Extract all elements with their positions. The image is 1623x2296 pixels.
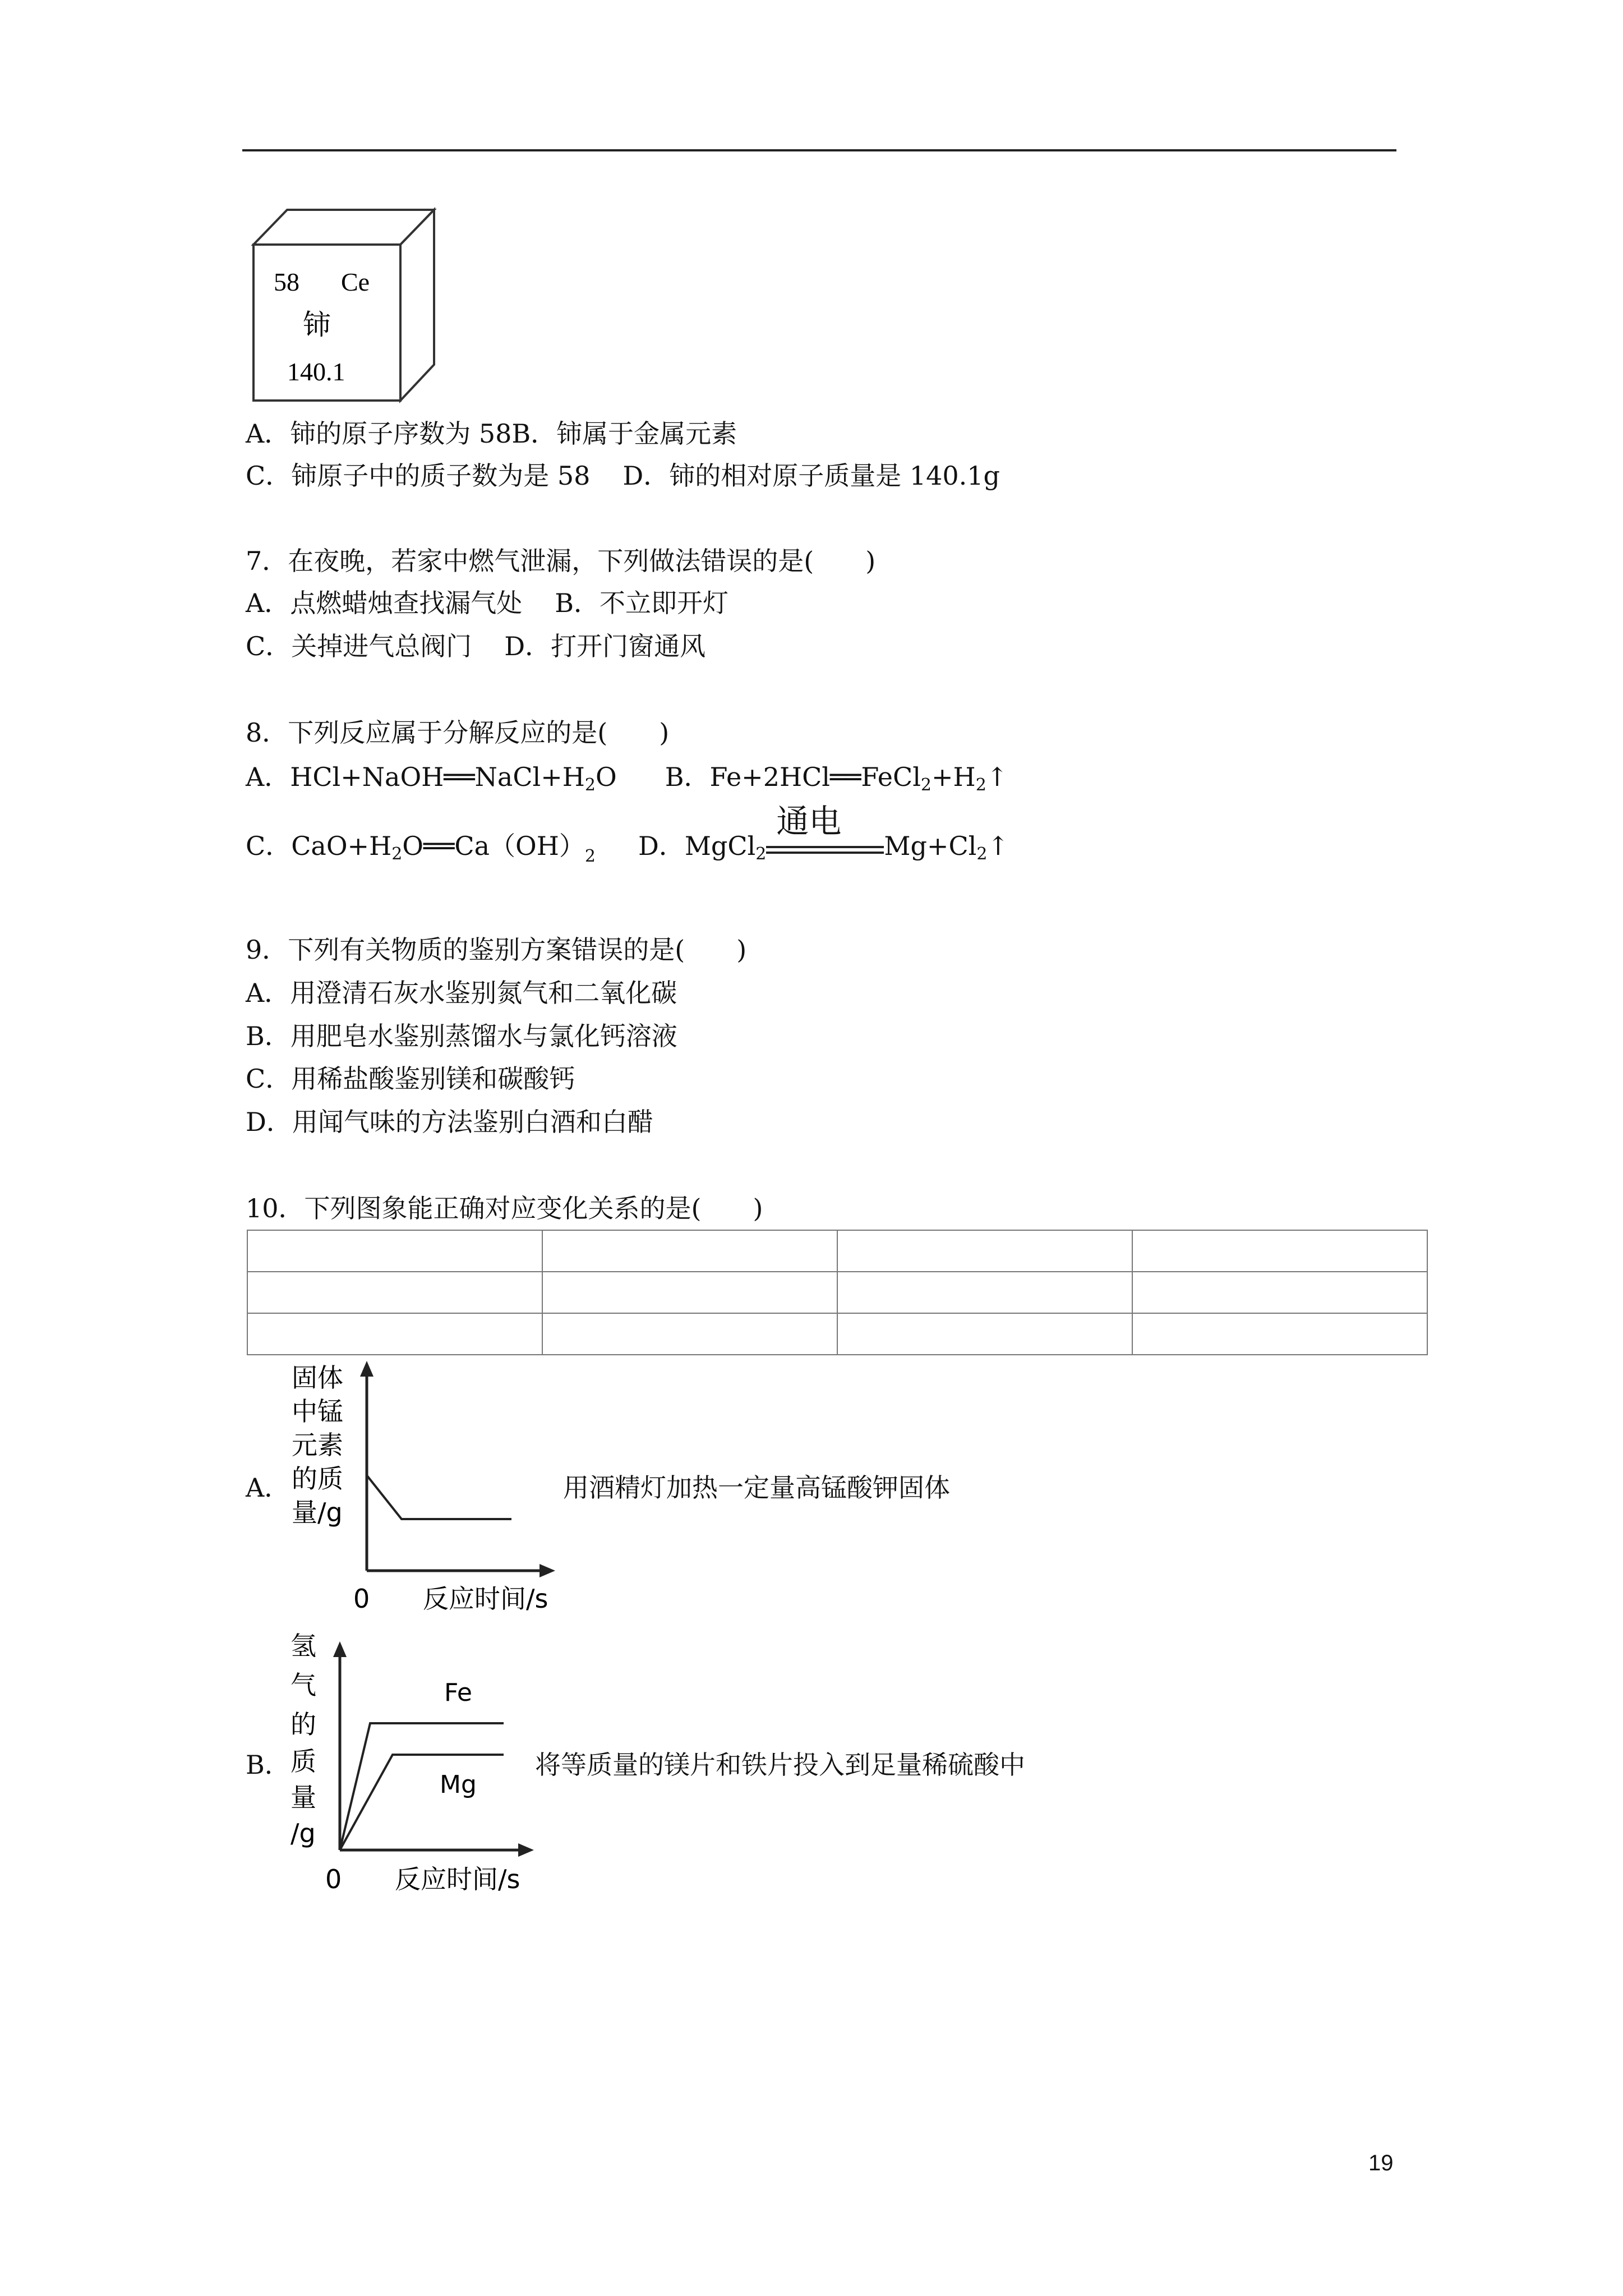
graph-b-x-arrow (518, 1843, 534, 1857)
q8-option-a: A．$HCl+NaOH══NaCl+H_2O$ (246, 762, 617, 795)
q9-stem: 9．下列有关物质的鉴别方案错误的是( ) (246, 935, 747, 965)
table-cell (247, 1272, 542, 1313)
graph-b-fe-line (340, 1723, 504, 1850)
graph-b-fe-label: Fe (444, 1678, 472, 1707)
blank-table (247, 1230, 1428, 1355)
q9-option-c: C．用稀盐酸鉴别镁和碳酸钙 (246, 1064, 575, 1094)
graph-a-xlabel: 反应时间/s (423, 1584, 548, 1614)
q10-option-a-caption: 用酒精灯加热一定量高锰酸钾固体 (563, 1473, 950, 1503)
q10-stem: 10．下列图象能正确对应变化关系的是( ) (246, 1193, 763, 1223)
graph-a-ylabel-3: 元素 (292, 1430, 343, 1460)
q7-options-row1 (246, 586, 728, 620)
graph-b-ylabel-3: 的 (291, 1709, 316, 1740)
q10-option-b-label: B． (246, 1750, 291, 1780)
graph-b-ylabel-1: 氢 (291, 1631, 316, 1661)
table-cell (1132, 1230, 1427, 1272)
q6-option-a: A．铈的原子序数为 58 (246, 418, 512, 449)
q6-option-d: D．铈的相对原子质量是 140.1g (623, 461, 1000, 491)
q7-option-d: D．打开门窗通风 (504, 631, 706, 661)
graph-b-y-arrow (333, 1641, 347, 1657)
page-number: 19 (1368, 2151, 1394, 2175)
graph-a-ylabel-2: 中锰 (292, 1396, 343, 1427)
graph-b-mg-label: Mg (440, 1770, 477, 1799)
table-cell (837, 1313, 1132, 1355)
table-cell (542, 1313, 837, 1355)
table-cell (542, 1230, 837, 1272)
element-card-image (251, 206, 442, 406)
table-row (247, 1230, 1427, 1272)
q6-options-row2 (246, 459, 1000, 493)
table-cell (1132, 1313, 1427, 1355)
q7-option-a: A．点燃蜡烛查找漏气处 (246, 588, 523, 618)
q8-option-d: D．MgCl$_2$ 通电 $Mg+Cl_2↑$ (638, 802, 1009, 864)
q6-option-c: C．铈原子中的质子数为是 58 (246, 461, 591, 491)
q8-options-row1 (246, 760, 1008, 802)
q10-graph-b (280, 1627, 561, 1896)
q7-option-b: B．不立即开灯 (555, 588, 729, 618)
q9-option-b: B．用肥皂水鉴别蒸馏水与氯化钙溶液 (246, 1021, 677, 1051)
table-row (247, 1313, 1427, 1355)
table-cell (247, 1230, 542, 1272)
graph-a-x-arrow (540, 1564, 555, 1577)
graph-b-ylabel-4: 质 (291, 1746, 316, 1777)
q6-options-row1 (246, 417, 737, 450)
q8-stem: 8．下列反应属于分解反应的是( ) (246, 717, 670, 748)
q7-option-c: C．关掉进气总阀门 (246, 631, 472, 661)
graph-b-xlabel: 反应时间/s (395, 1864, 520, 1894)
q10-graph-a (280, 1358, 572, 1616)
graph-b-ylabel-6: /g (291, 1818, 316, 1848)
q7-options-row2 (246, 629, 706, 663)
q8-options-row2 (246, 802, 1009, 873)
graph-a-curve (367, 1475, 511, 1519)
element-symbol: Ce (341, 268, 370, 296)
element-mass: 140.1 (287, 357, 345, 386)
element-name: 铈 (303, 309, 331, 341)
q9-option-a: A．用澄清石灰水鉴别氮气和二氧化碳 (246, 978, 677, 1008)
table-row (247, 1272, 1427, 1313)
table-cell (247, 1313, 542, 1355)
q8-option-b: B．$Fe+2HCl══FeCl_2+H_2↑$ (665, 762, 1008, 795)
graph-a-origin: 0 (353, 1584, 370, 1614)
q9-option-d: D．用闻气味的方法鉴别白酒和白醋 (246, 1107, 653, 1137)
element-number: 58 (274, 268, 299, 296)
graph-b-origin: 0 (325, 1864, 342, 1894)
graph-b-ylabel-5: 量 (291, 1782, 316, 1812)
graph-a-y-arrow (360, 1361, 374, 1377)
graph-a-ylabel-5: 量/g (292, 1497, 343, 1527)
graph-b-ylabel-2: 气 (291, 1670, 316, 1700)
q10-option-b-caption: 将等质量的镁片和铁片投入到足量稀硫酸中 (535, 1750, 1025, 1780)
q8-option-c: C．$CaO+H_2O══Ca(OH)_2$ (246, 831, 596, 866)
graph-b-mg-line (340, 1755, 504, 1850)
graph-a-ylabel-1: 固体 (292, 1363, 343, 1393)
q10-option-a-label: A． (246, 1473, 291, 1503)
table-cell (542, 1272, 837, 1313)
table-cell (837, 1272, 1132, 1313)
table-cell (837, 1230, 1132, 1272)
table-cell (1132, 1272, 1427, 1313)
graph-a-ylabel-4: 的质 (292, 1464, 343, 1494)
header-rule (242, 149, 1396, 151)
electrolysis-condition: 通电 (766, 829, 884, 863)
q6-option-b: B．铈属于金属元素 (511, 418, 737, 449)
q7-stem: 7．在夜晚，若家中燃气泄漏，下列做法错误的是( ) (246, 546, 876, 576)
